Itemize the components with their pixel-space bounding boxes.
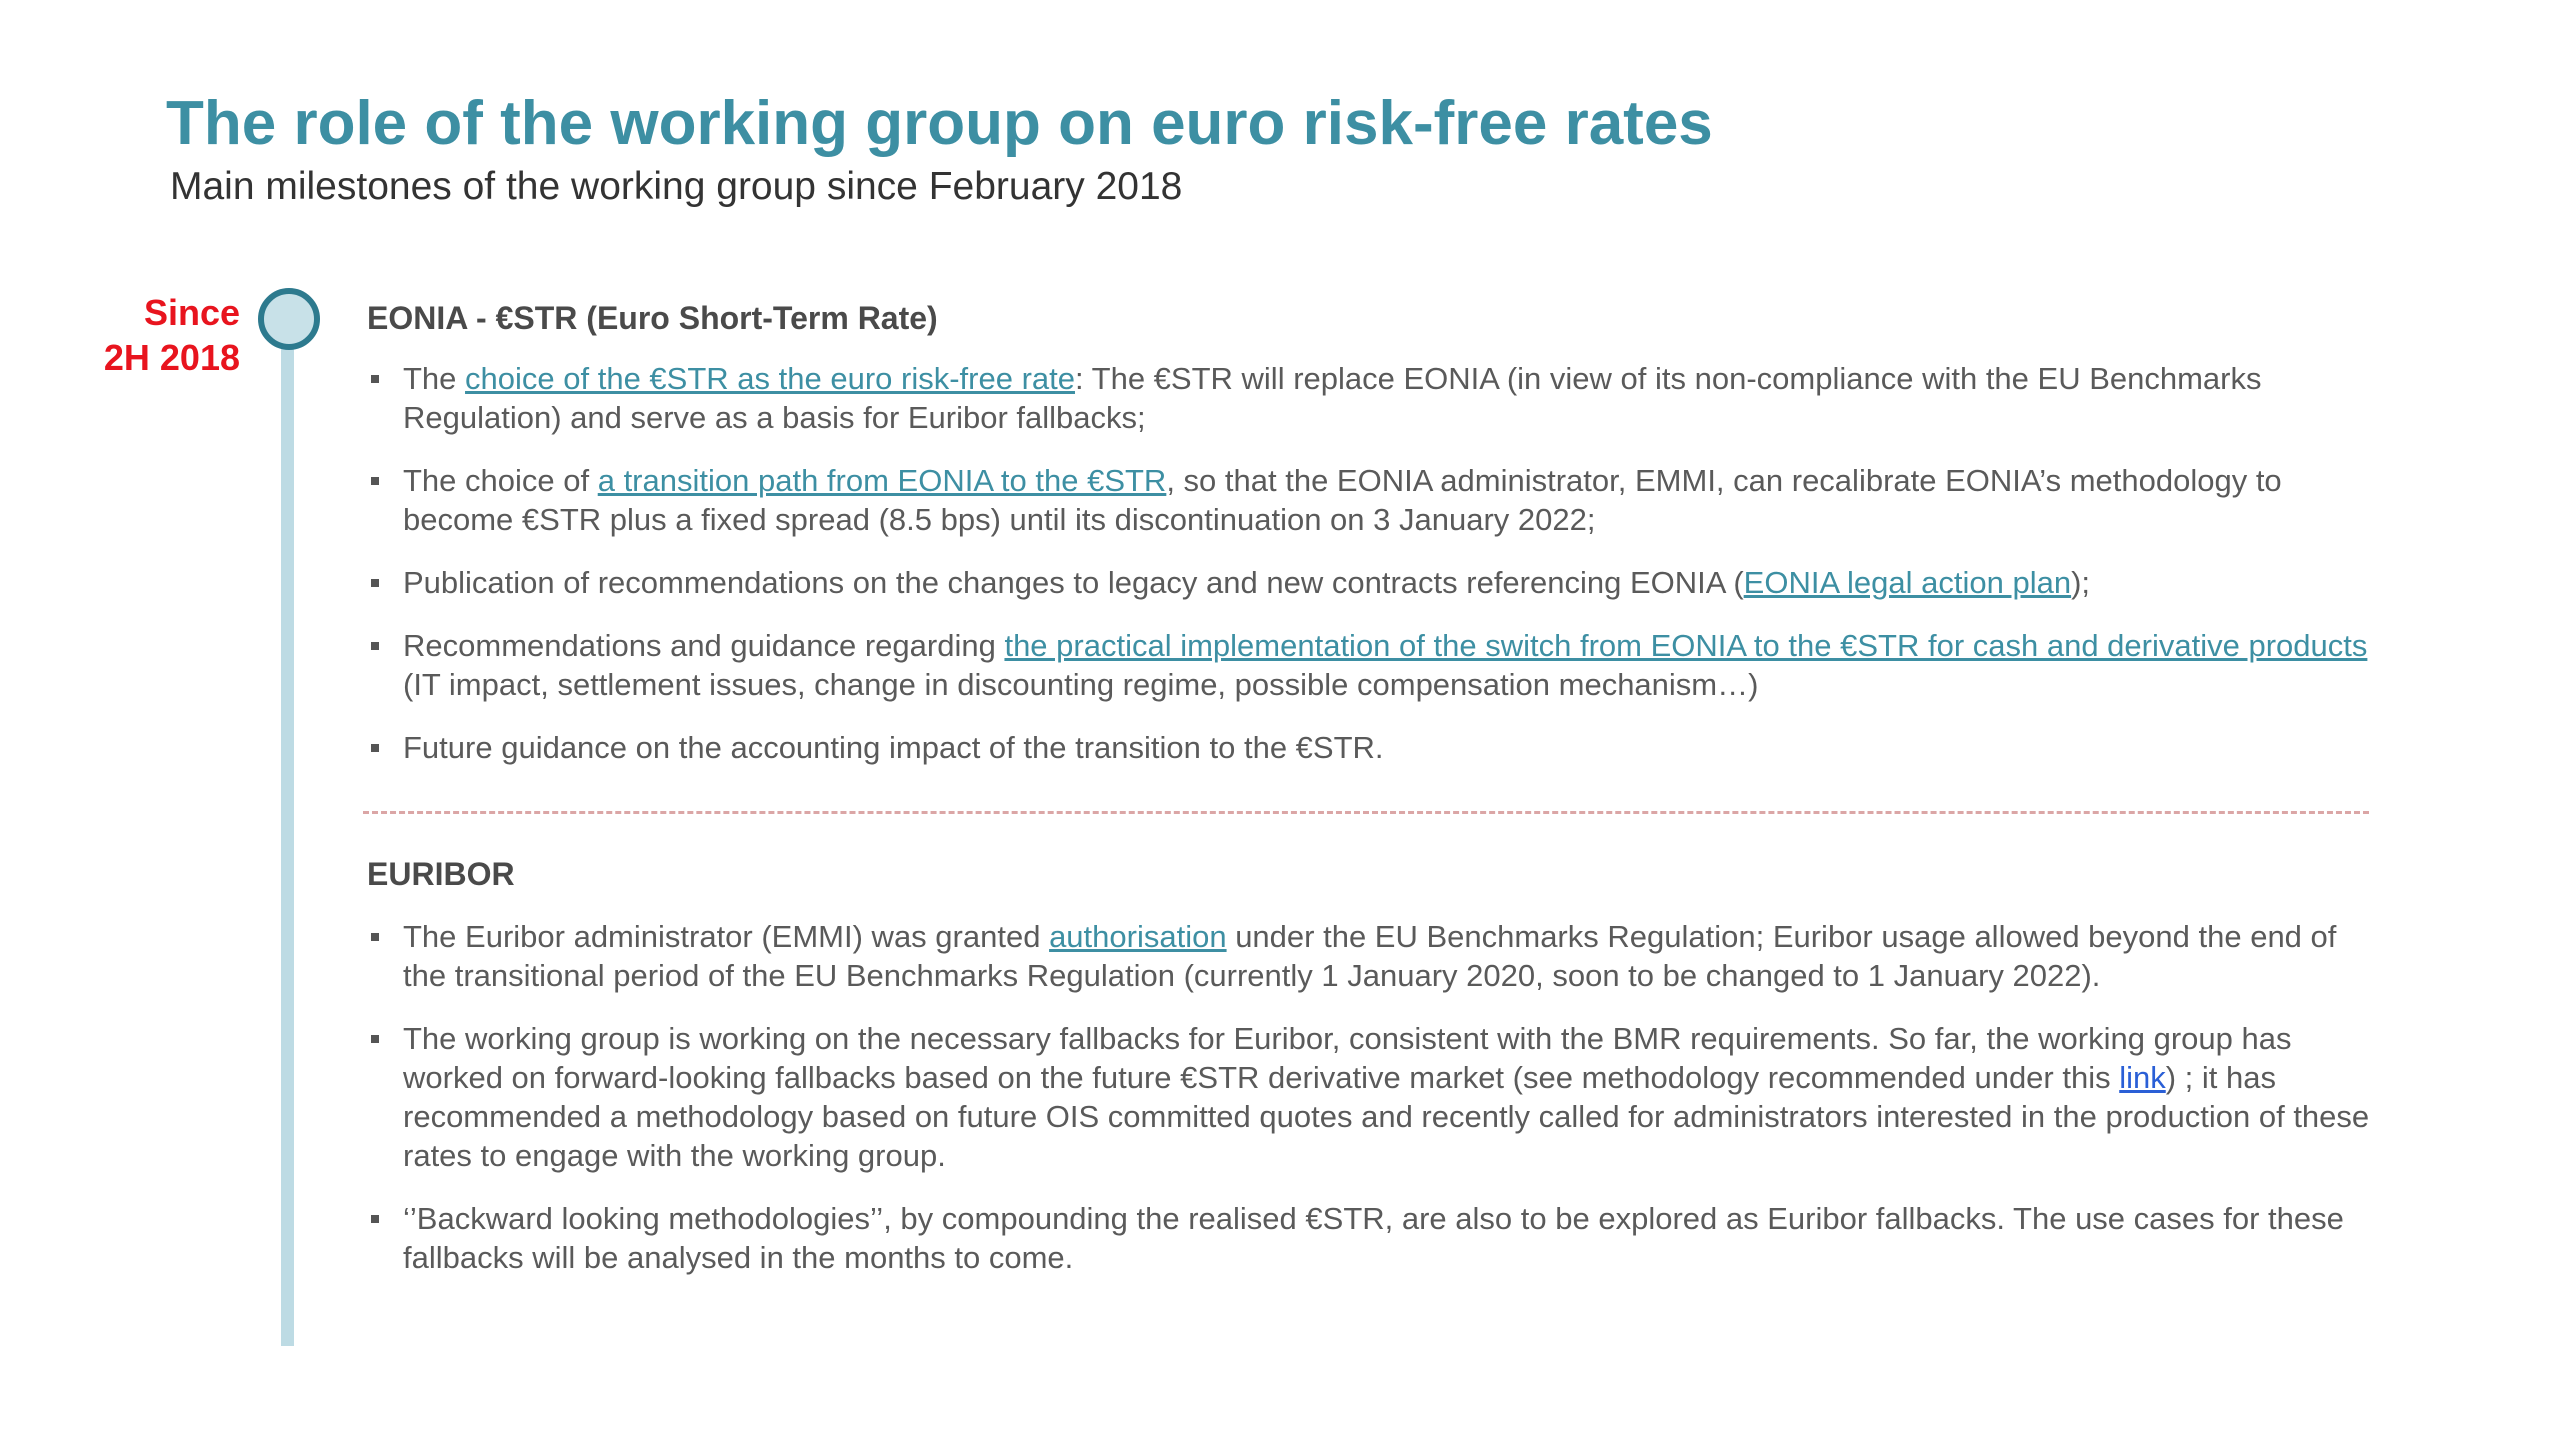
methodology-link[interactable]: link	[2119, 1060, 2166, 1095]
timeline-period-label	[60, 290, 240, 380]
section-heading-eonia: EONIA - €STR (Euro Short-Term Rate)	[367, 300, 938, 336]
bullet-text: Recommendations and guidance regarding	[403, 628, 1005, 663]
timeline-line	[281, 318, 294, 1346]
authorisation-link[interactable]: authorisation	[1049, 919, 1227, 954]
bullet-text: ‘’Backward looking methodologies’’, by compounding the realised €STR, are also to be explored as Euribor fallbacks. The use cases for these fallbacks will be analysed in the months to come.	[403, 1201, 2344, 1275]
list-item	[367, 1019, 2387, 1175]
timeline-label-line2: 2H 2018	[103, 337, 240, 378]
list-item	[367, 626, 2387, 704]
bullet-text: (IT impact, settlement issues, change in discounting regime, possible compensation mechanism…)	[403, 667, 1759, 702]
bullet-text: , so that the EONIA administrator, EMMI, can recalibrate EONIA’s methodology to become €STR plus a fixed spread (8.5 bps) until its discontinuation on 3 January 2022;	[403, 463, 2282, 537]
milestones-content	[367, 300, 2387, 1301]
list-item	[367, 917, 2387, 995]
timeline-label-line1: Since	[143, 292, 240, 333]
bullet-text: Publication of recommendations on the changes to legacy and new contracts referencing EONIA (	[403, 565, 1744, 600]
list-item	[367, 1199, 2387, 1277]
bullet-text: ) ; it has recommended a methodology based on future OIS committed quotes and recently called for administrators interested in the production of these rates to engage with the working group.	[403, 1060, 2370, 1173]
page-subtitle: Main milestones of the working group since February 2018	[170, 165, 1183, 208]
page-title: The role of the working group on euro risk-free rates	[166, 89, 1713, 158]
section-divider	[363, 811, 2369, 814]
bullet-text: : The €STR will replace EONIA (in view of its non-compliance with the EU Benchmarks Regulation) and serve as a basis for Euribor fallbacks;	[403, 361, 2262, 435]
bullet-text: The working group is working on the necessary fallbacks for Euribor, consistent with the BMR requirements. So far, the working group has worked on forward-looking fallbacks based on the future €STR derivative market (see methodology recommended under this	[403, 1021, 2292, 1095]
bullet-text: The Euribor administrator (EMMI) was granted	[403, 919, 1050, 954]
list-item	[367, 728, 2387, 767]
bullet-text: The choice of	[403, 463, 598, 498]
bullet-text: );	[2071, 565, 2091, 600]
bullet-text: under the EU Benchmarks Regulation; Euribor usage allowed beyond the end of the transitional period of the EU Benchmarks Regulation (currently 1 January 2020, soon to be changed to 1 January 2022).	[403, 919, 2337, 993]
list-item	[367, 461, 2387, 539]
eonia-bullet-list	[367, 359, 2387, 767]
euribor-bullet-list	[367, 917, 2387, 1277]
list-item	[367, 359, 2387, 437]
eonia-legal-action-plan-link[interactable]: EONIA legal action plan	[1743, 565, 2072, 600]
timeline-dot-icon	[258, 288, 320, 350]
bullet-text: Future guidance on the accounting impact of the transition to the €STR.	[403, 730, 1384, 765]
estr-choice-link[interactable]: choice of the €STR as the euro risk-free rate	[465, 361, 1075, 396]
list-item	[367, 563, 2387, 602]
practical-implementation-link[interactable]: the practical implementation of the switch from EONIA to the €STR for cash and derivative products	[1004, 628, 2368, 663]
bullet-text: The	[403, 361, 466, 396]
transition-path-link[interactable]: a transition path from EONIA to the €STR	[597, 463, 1167, 498]
section-heading-euribor: EURIBOR	[367, 856, 515, 892]
